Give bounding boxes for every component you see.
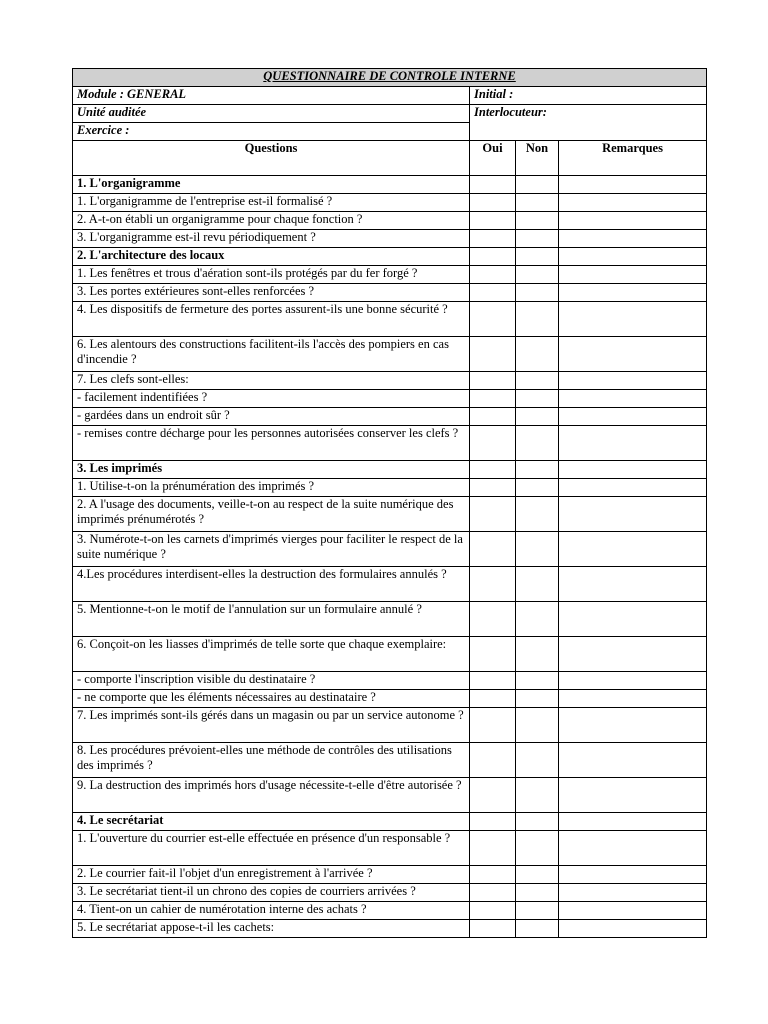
oui-cell[interactable]: [470, 778, 516, 813]
remarques-cell[interactable]: [559, 778, 707, 813]
remarques-cell[interactable]: [559, 708, 707, 743]
question-text: 5. Le secrétariat appose-t-il les cachets:: [73, 920, 470, 938]
unite-label: Unité auditée: [73, 105, 470, 123]
question-text: 3. Le secrétariat tient-il un chrono des copies de courriers arrivées ?: [73, 884, 470, 902]
question-row: [73, 284, 707, 302]
non-cell[interactable]: [516, 284, 559, 302]
module-row: [73, 87, 707, 105]
question-row: [73, 672, 707, 690]
remarques-cell[interactable]: [559, 284, 707, 302]
oui-cell[interactable]: [470, 176, 516, 194]
section-row: [73, 813, 707, 831]
non-cell[interactable]: [516, 426, 559, 461]
remarques-cell[interactable]: [559, 479, 707, 497]
oui-cell[interactable]: [470, 194, 516, 212]
column-header-row: [73, 141, 707, 176]
question-text: 4.Les procédures interdisent-elles la destruction des formulaires annulés ?: [73, 567, 470, 602]
non-cell[interactable]: [516, 408, 559, 426]
oui-cell[interactable]: [470, 602, 516, 637]
remarques-cell[interactable]: [559, 884, 707, 902]
remarques-cell[interactable]: [559, 602, 707, 637]
question-text: 1. Les fenêtres et trous d'aération sont-ils protégés par du fer forgé ?: [73, 266, 470, 284]
remarques-cell[interactable]: [559, 176, 707, 194]
remarques-cell[interactable]: [559, 743, 707, 778]
question-text: - facilement indentifiées ?: [73, 390, 470, 408]
question-row: [73, 920, 707, 938]
question-text: 4. Tient-on un cahier de numérotation interne des achats ?: [73, 902, 470, 920]
table-body: [73, 69, 707, 938]
oui-cell[interactable]: [470, 708, 516, 743]
remarques-cell[interactable]: [559, 390, 707, 408]
section-title: 3. Les imprimés: [73, 461, 470, 479]
oui-cell[interactable]: [470, 212, 516, 230]
question-row: [73, 532, 707, 567]
question-row: [73, 497, 707, 532]
non-cell[interactable]: [516, 461, 559, 479]
question-row: [73, 637, 707, 672]
interlocuteur-label: Interlocuteur:: [470, 105, 707, 141]
question-row: [73, 302, 707, 337]
non-cell[interactable]: [516, 248, 559, 266]
question-row: [73, 212, 707, 230]
question-row: [73, 708, 707, 743]
oui-cell[interactable]: [470, 426, 516, 461]
non-cell[interactable]: [516, 337, 559, 372]
non-cell[interactable]: [516, 176, 559, 194]
remarques-cell[interactable]: [559, 497, 707, 532]
remarques-cell[interactable]: [559, 426, 707, 461]
oui-cell[interactable]: [470, 284, 516, 302]
question-row: [73, 479, 707, 497]
non-cell[interactable]: [516, 266, 559, 284]
remarques-cell[interactable]: [559, 461, 707, 479]
question-row: [73, 866, 707, 884]
oui-cell[interactable]: [470, 266, 516, 284]
remarques-cell[interactable]: [559, 672, 707, 690]
non-cell[interactable]: [516, 778, 559, 813]
question-text: 2. Le courrier fait-il l'objet d'un enregistrement à l'arrivée ?: [73, 866, 470, 884]
question-text: 3. L'organigramme est-il revu périodiquement ?: [73, 230, 470, 248]
question-row: [73, 743, 707, 778]
question-text: 5. Mentionne-t-on le motif de l'annulation sur un formulaire annulé ?: [73, 602, 470, 637]
question-row: [73, 372, 707, 390]
non-cell[interactable]: [516, 831, 559, 866]
oui-cell[interactable]: [470, 866, 516, 884]
question-text: 2. A l'usage des documents, veille-t-on au respect de la suite numérique des imprimés prénumérotés ?: [73, 497, 470, 532]
non-cell[interactable]: [516, 567, 559, 602]
remarques-cell[interactable]: [559, 690, 707, 708]
non-cell[interactable]: [516, 920, 559, 938]
column-header-remarques: Remarques: [559, 141, 707, 176]
question-row: [73, 567, 707, 602]
question-row: [73, 690, 707, 708]
question-text: 3. Numérote-t-on les carnets d'imprimés vierges pour faciliter le respect de la suite numérique ?: [73, 532, 470, 567]
remarques-cell[interactable]: [559, 637, 707, 672]
unite-row: [73, 105, 707, 123]
title-row: [73, 69, 707, 87]
question-row: [73, 337, 707, 372]
question-text: 3. Les portes extérieures sont-elles renforcées ?: [73, 284, 470, 302]
column-header-oui: Oui: [470, 141, 516, 176]
question-row: [73, 831, 707, 866]
question-text: 1. L'organigramme de l'entreprise est-il formalisé ?: [73, 194, 470, 212]
remarques-cell[interactable]: [559, 266, 707, 284]
non-cell[interactable]: [516, 866, 559, 884]
question-row: [73, 194, 707, 212]
oui-cell[interactable]: [470, 813, 516, 831]
oui-cell[interactable]: [470, 372, 516, 390]
oui-cell[interactable]: [470, 461, 516, 479]
oui-cell[interactable]: [470, 337, 516, 372]
question-text: - comporte l'inscription visible du destinataire ?: [73, 672, 470, 690]
non-cell[interactable]: [516, 902, 559, 920]
section-row: [73, 248, 707, 266]
section-title: 4. Le secrétariat: [73, 813, 470, 831]
question-text: - remises contre décharge pour les personnes autorisées conserver les clefs ?: [73, 426, 470, 461]
oui-cell[interactable]: [470, 390, 516, 408]
remarques-cell[interactable]: [559, 532, 707, 567]
question-text: 4. Les dispositifs de fermeture des portes assurent-ils une bonne sécurité ?: [73, 302, 470, 337]
oui-cell[interactable]: [470, 248, 516, 266]
section-title: 2. L'architecture des locaux: [73, 248, 470, 266]
question-text: - ne comporte que les éléments nécessaires au destinataire ?: [73, 690, 470, 708]
remarques-cell[interactable]: [559, 902, 707, 920]
oui-cell[interactable]: [470, 479, 516, 497]
question-text: 2. A-t-on établi un organigramme pour chaque fonction ?: [73, 212, 470, 230]
initial-label: Initial :: [470, 87, 707, 105]
non-cell[interactable]: [516, 813, 559, 831]
questionnaire-title: QUESTIONNAIRE DE CONTROLE INTERNE: [73, 69, 707, 87]
oui-cell[interactable]: [470, 743, 516, 778]
question-row: [73, 390, 707, 408]
column-header-non: Non: [516, 141, 559, 176]
oui-cell[interactable]: [470, 831, 516, 866]
remarques-cell[interactable]: [559, 813, 707, 831]
exercice-label: Exercice :: [73, 123, 470, 141]
section-row: [73, 461, 707, 479]
oui-cell[interactable]: [470, 884, 516, 902]
question-text: 1. L'ouverture du courrier est-elle effectuée en présence d'un responsable ?: [73, 831, 470, 866]
remarques-cell[interactable]: [559, 248, 707, 266]
oui-cell[interactable]: [470, 902, 516, 920]
non-cell[interactable]: [516, 743, 559, 778]
oui-cell[interactable]: [470, 920, 516, 938]
oui-cell[interactable]: [470, 408, 516, 426]
question-row: [73, 902, 707, 920]
remarques-cell[interactable]: [559, 194, 707, 212]
remarques-cell[interactable]: [559, 337, 707, 372]
oui-cell[interactable]: [470, 637, 516, 672]
remarques-cell[interactable]: [559, 302, 707, 337]
question-text: 9. La destruction des imprimés hors d'usage nécessite-t-elle d'être autorisée ?: [73, 778, 470, 813]
non-cell[interactable]: [516, 602, 559, 637]
oui-cell[interactable]: [470, 532, 516, 567]
non-cell[interactable]: [516, 672, 559, 690]
module-label: Module : GENERAL: [73, 87, 470, 105]
control-questionnaire-table: [72, 68, 707, 938]
non-cell[interactable]: [516, 194, 559, 212]
oui-cell[interactable]: [470, 497, 516, 532]
non-cell[interactable]: [516, 372, 559, 390]
oui-cell[interactable]: [470, 672, 516, 690]
non-cell[interactable]: [516, 884, 559, 902]
non-cell[interactable]: [516, 479, 559, 497]
question-text: 8. Les procédures prévoient-elles une méthode de contrôles des utilisations des imprimés ?: [73, 743, 470, 778]
oui-cell[interactable]: [470, 230, 516, 248]
remarques-cell[interactable]: [559, 866, 707, 884]
question-text: - gardées dans un endroit sûr ?: [73, 408, 470, 426]
question-row: [73, 408, 707, 426]
question-row: [73, 266, 707, 284]
oui-cell[interactable]: [470, 567, 516, 602]
non-cell[interactable]: [516, 690, 559, 708]
question-text: 6. Conçoit-on les liasses d'imprimés de telle sorte que chaque exemplaire:: [73, 637, 470, 672]
non-cell[interactable]: [516, 532, 559, 567]
remarques-cell[interactable]: [559, 920, 707, 938]
remarques-cell[interactable]: [559, 567, 707, 602]
question-row: [73, 884, 707, 902]
non-cell[interactable]: [516, 390, 559, 408]
question-text: 7. Les imprimés sont-ils gérés dans un magasin ou par un service autonome ?: [73, 708, 470, 743]
non-cell[interactable]: [516, 212, 559, 230]
question-text: 1. Utilise-t-on la prénumération des imprimés ?: [73, 479, 470, 497]
section-row: [73, 176, 707, 194]
section-title: 1. L'organigramme: [73, 176, 470, 194]
remarques-cell[interactable]: [559, 372, 707, 390]
remarques-cell[interactable]: [559, 230, 707, 248]
question-text: 6. Les alentours des constructions facilitent-ils l'accès des pompiers en cas d'incendie ?: [73, 337, 470, 372]
non-cell[interactable]: [516, 230, 559, 248]
remarques-cell[interactable]: [559, 212, 707, 230]
question-row: [73, 426, 707, 461]
remarques-cell[interactable]: [559, 408, 707, 426]
remarques-cell[interactable]: [559, 831, 707, 866]
column-header-questions: Questions: [73, 141, 470, 176]
non-cell[interactable]: [516, 302, 559, 337]
oui-cell[interactable]: [470, 302, 516, 337]
non-cell[interactable]: [516, 497, 559, 532]
question-row: [73, 230, 707, 248]
non-cell[interactable]: [516, 708, 559, 743]
oui-cell[interactable]: [470, 690, 516, 708]
question-row: [73, 602, 707, 637]
question-row: [73, 778, 707, 813]
non-cell[interactable]: [516, 637, 559, 672]
question-text: 7. Les clefs sont-elles:: [73, 372, 470, 390]
